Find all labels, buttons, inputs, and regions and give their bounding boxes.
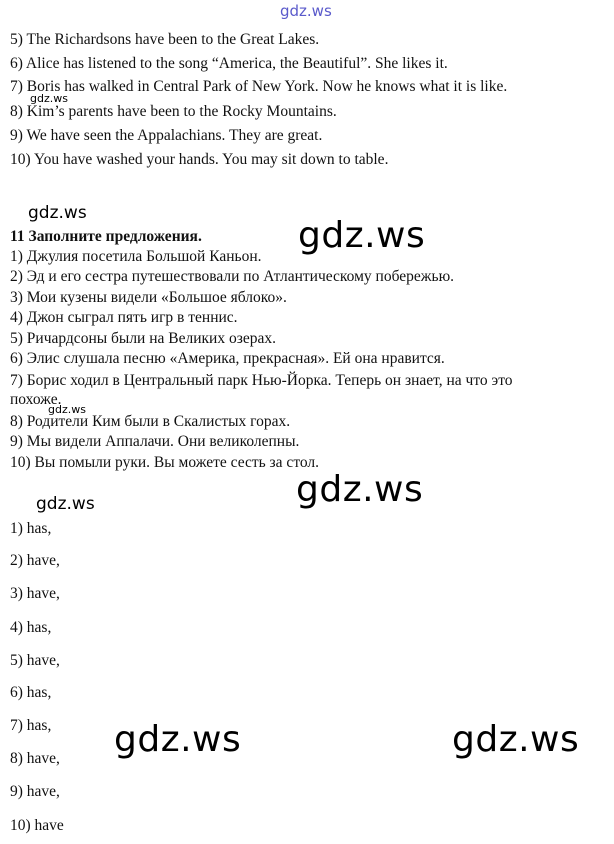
exercise-sentence: 5) Ричардсоны были на Великих озерах. bbox=[10, 330, 276, 347]
watermark-big-3: gdz.ws bbox=[114, 719, 242, 760]
answer-item: 7) has, bbox=[10, 717, 52, 734]
answer-item: 1) has, bbox=[10, 520, 52, 537]
watermark-top: gdz.ws bbox=[280, 2, 332, 20]
answer-item: 4) has, bbox=[10, 619, 52, 636]
english-sentence: 5) The Richardsons have been to the Great Lakes. bbox=[10, 31, 320, 48]
watermark-small-1: gdz.ws bbox=[30, 92, 68, 105]
watermark-big-2: gdz.ws bbox=[296, 469, 424, 510]
answer-item: 6) has, bbox=[10, 684, 52, 701]
exercise-heading: 11 Заполните предложения. bbox=[10, 228, 202, 245]
exercise-sentence: 6) Элис слушала песню «Америка, прекрасная». Ей она нравится. bbox=[10, 350, 445, 367]
exercise-sentence: 8) Родители Ким были в Скалистых горах. bbox=[10, 413, 291, 430]
exercise-sentence: 10) Вы помыли руки. Вы можете сесть за стол. bbox=[10, 454, 320, 471]
watermark-big-4: gdz.ws bbox=[452, 719, 580, 760]
english-sentence: 6) Alice has listened to the song “America, the Beautiful”. She likes it. bbox=[10, 55, 448, 72]
english-sentence: 7) Boris has walked in Central Park of New York. Now he knows what it is like. bbox=[10, 78, 508, 95]
english-sentence: 10) You have washed your hands. You may sit down to table. bbox=[10, 151, 389, 168]
exercise-sentence: 4) Джон сыграл пять игр в теннис. bbox=[10, 309, 238, 326]
english-sentence: 8) Kim’s parents have been to the Rocky Mountains. bbox=[10, 103, 337, 120]
exercise-sentence: 3) Мои кузены видели «Большое яблоко». bbox=[10, 289, 287, 306]
answer-item: 2) have, bbox=[10, 552, 60, 569]
english-sentence: 9) We have seen the Appalachians. They are great. bbox=[10, 127, 323, 144]
answer-item: 8) have, bbox=[10, 750, 60, 767]
answer-item: 5) have, bbox=[10, 652, 60, 669]
exercise-sentence: 9) Мы видели Аппалачи. Они великолепны. bbox=[10, 433, 300, 450]
exercise-sentence: 7) Борис ходил в Центральный парк Нью-Йорка. Теперь он знает, на что это bbox=[10, 372, 513, 389]
watermark-mid-1: gdz.ws bbox=[28, 203, 87, 223]
exercise-sentence: похоже. bbox=[10, 391, 62, 408]
exercise-sentence: 1) Джулия посетила Большой Каньон. bbox=[10, 248, 262, 265]
watermark-small-2: gdz.ws bbox=[48, 403, 86, 416]
watermark-mid-2: gdz.ws bbox=[36, 494, 95, 514]
answer-item: 3) have, bbox=[10, 585, 60, 602]
watermark-big-1: gdz.ws bbox=[298, 215, 426, 256]
answer-item: 9) have, bbox=[10, 783, 60, 800]
answer-item: 10) have bbox=[10, 817, 64, 834]
exercise-sentence: 2) Эд и его сестра путешествовали по Атлантическому побережью. bbox=[10, 268, 455, 285]
